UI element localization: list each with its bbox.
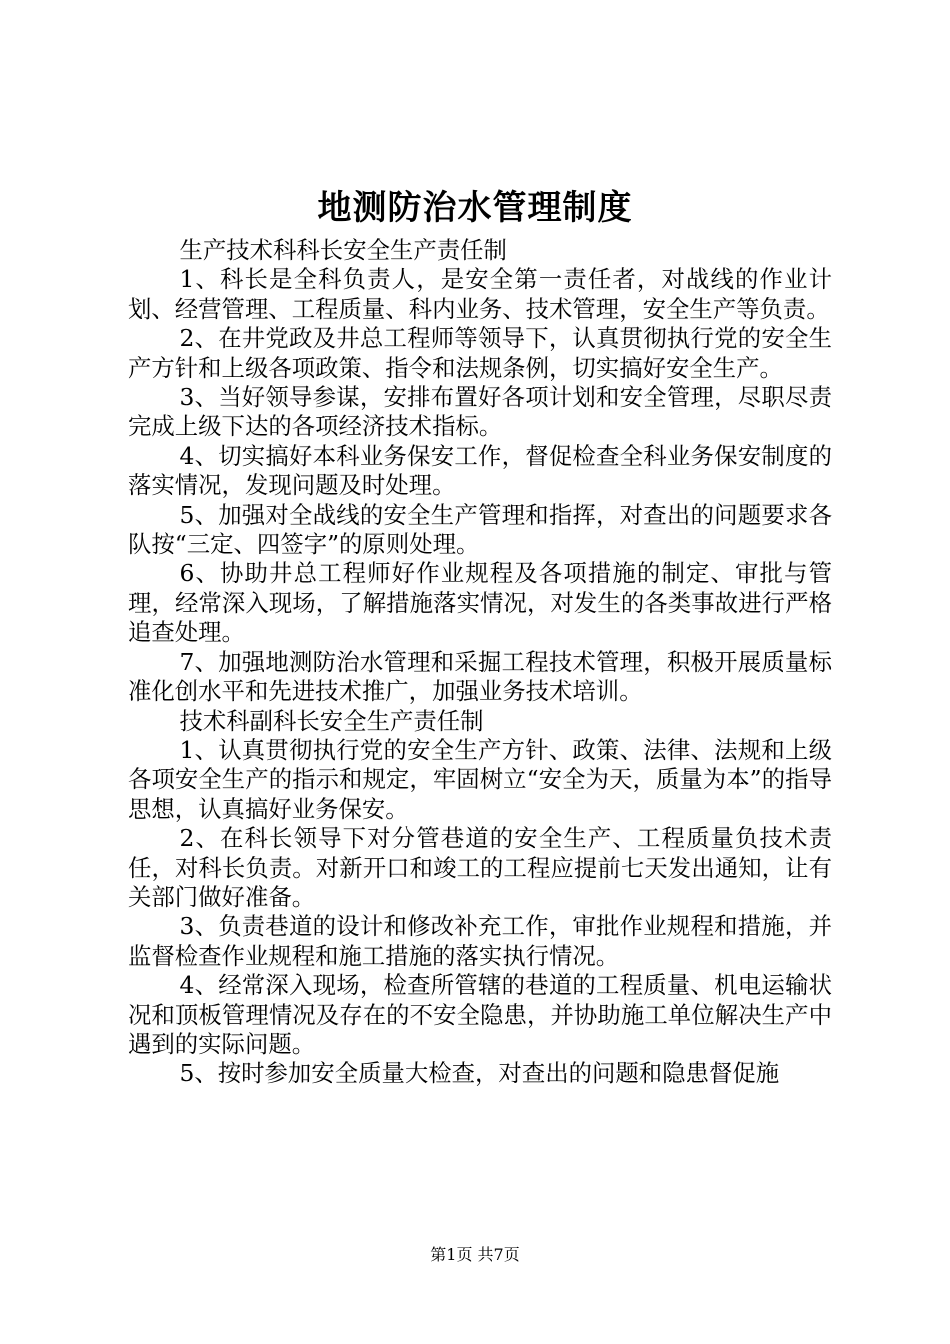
- paragraph: 1、认真贯彻执行党的安全生产方针、政策、法律、法规和上级各项安全生产的指示和规定，牢固树立“安全为天，质量为本”的指导思想，认真搞好业务保安。: [128, 735, 832, 823]
- paragraph: 3、当好领导参谋，安排布置好各项计划和安全管理，尽职尽责完成上级下达的各项经济技术指标。: [128, 383, 832, 441]
- paragraph: 4、经常深入现场，检查所管辖的巷道的工程质量、机电运输状况和顶板管理情况及存在的不安全隐患，并协助施工单位解决生产中遇到的实际问题。: [128, 971, 832, 1058]
- document-title: 地测防治水管理制度: [317, 188, 633, 228]
- paragraph: 5、加强对全战线的安全生产管理和指挥，对查出的问题要求各队按“三定、四签字”的原则处理。: [128, 500, 832, 559]
- document-body: [128, 236, 832, 1089]
- paragraph: 1、科长是全科负责人，是安全第一责任者，对战线的作业计划、经营管理、工程质量、科内业务、技术管理，安全生产等负责。: [128, 265, 832, 323]
- paragraph: 2、在井党政及井总工程师等领导下，认真贯彻执行党的安全生产方针和上级各项政策、指令和法规条例，切实搞好安全生产。: [128, 324, 832, 382]
- paragraph: 6、协助井总工程师好作业规程及各项措施的制定、审批与管理，经常深入现场，了解措施落实情况，对发生的各类事故进行严格追查处理。: [128, 559, 832, 647]
- paragraph: 4、切实搞好本科业务保安工作，督促检查全科业务保安制度的落实情况，发现问题及时处理。: [128, 441, 832, 500]
- paragraph: 2、在科长领导下对分管巷道的安全生产、工程质量负技术责任，对科长负责。对新开口和竣工的工程应提前七天发出通知，让有关部门做好准备。: [128, 824, 832, 911]
- paragraph: 5、按时参加安全质量大检查，对查出的问题和隐患督促施: [179, 1059, 780, 1088]
- paragraph: 3、负责巷道的设计和修改补充工作，审批作业规程和措施，并监督检查作业规程和施工措施的落实执行情况。: [128, 912, 832, 970]
- paragraph: 7、加强地测防治水管理和采掘工程技术管理，积极开展质量标准化创水平和先进技术推广，加强业务技术培训。: [128, 647, 832, 706]
- section-heading: 技术科副科长安全生产责任制: [179, 706, 484, 735]
- section-heading: 生产技术科科长安全生产责任制: [179, 236, 507, 264]
- page-number-footer: 第1页 共7页: [430, 1245, 520, 1264]
